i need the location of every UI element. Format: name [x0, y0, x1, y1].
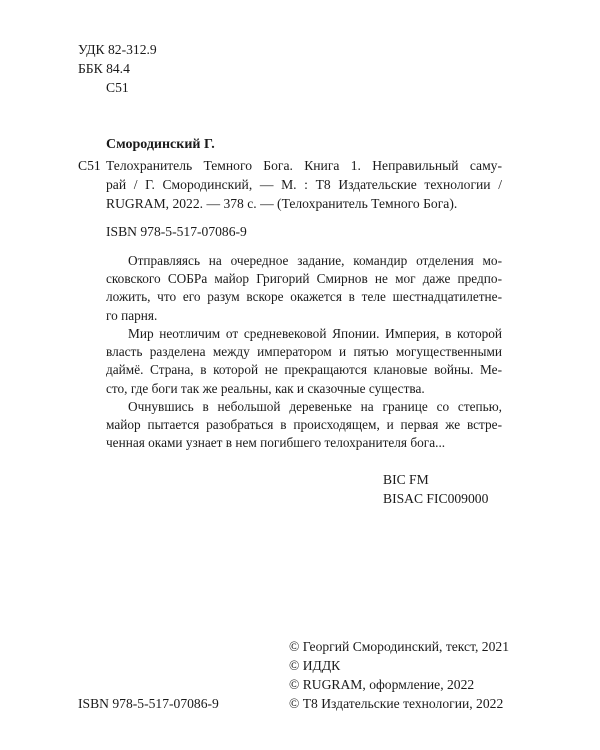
annotation-line: го парня. — [106, 307, 158, 323]
annotation-line: власть разделена между императором и пятью могущественными — [106, 344, 502, 360]
bibliography-line: RUGRAM, 2022. — 378 с. — (Телохранитель Темного Бога). — [106, 196, 458, 211]
isbn-main: ISBN 978-5-517-07086-9 — [106, 224, 247, 239]
bibliography-line: Телохранитель Темного Бога. Книга 1. Неправильный саму- — [106, 158, 502, 173]
annotation-line: сто, где боги так же реальны, как и сказочные существа. — [106, 380, 425, 396]
annotation-line: майор пытается разобраться в происходящем, и первая же встре- — [106, 417, 502, 433]
copyright-line: © RUGRAM, оформление, 2022 — [289, 677, 475, 692]
annotation-line: сковского СОБРа майор Григорий Смирнов не мог даже предпо- — [106, 271, 502, 287]
annotation-paragraph-2 — [106, 325, 502, 398]
bibliography-description — [106, 156, 502, 213]
udk-code: УДК 82-312.9 — [78, 42, 157, 57]
annotation-line: Отправляясь на очередное задание, командир отделения мо- — [128, 253, 502, 268]
annotation-line: Очнувшись в небольшой деревеньке на границе со степью, — [128, 399, 502, 414]
annotation-line: Мир неотличим от средневековой Японии. Империя, в которой — [128, 326, 502, 341]
annotation-paragraph-3 — [106, 398, 502, 453]
annotation-line: ложить, что его разум вскоре окажется в теле шестнадцатилетне- — [106, 289, 502, 305]
isbn-footer: ISBN 978-5-517-07086-9 — [78, 696, 219, 711]
copyright-line: © Т8 Издательские технологии, 2022 — [289, 696, 504, 711]
bibliography-mark: С51 — [78, 158, 101, 173]
annotation-line: ченная оками узнает в нем погибшего телохранителя бога... — [106, 435, 446, 451]
bisac-code: BISAC FIC009000 — [383, 491, 489, 506]
copyright-line: © Георгий Смородинский, текст, 2021 — [289, 639, 509, 654]
bic-code: BIC FM — [383, 472, 429, 487]
bibliography-line: рай / Г. Смородинский, — М. : Т8 Издательские технологии / — [106, 177, 502, 192]
annotation-paragraph-1 — [106, 252, 502, 325]
bbk-code: ББК 84.4 — [78, 61, 130, 76]
author-name: Смородинский Г. — [106, 137, 215, 152]
annotation-line: даймё. Страна, в которой не прекращаются клановые войны. Ме- — [106, 362, 502, 378]
author-mark: С51 — [106, 80, 129, 95]
copyright-line: © ИДДК — [289, 658, 341, 673]
